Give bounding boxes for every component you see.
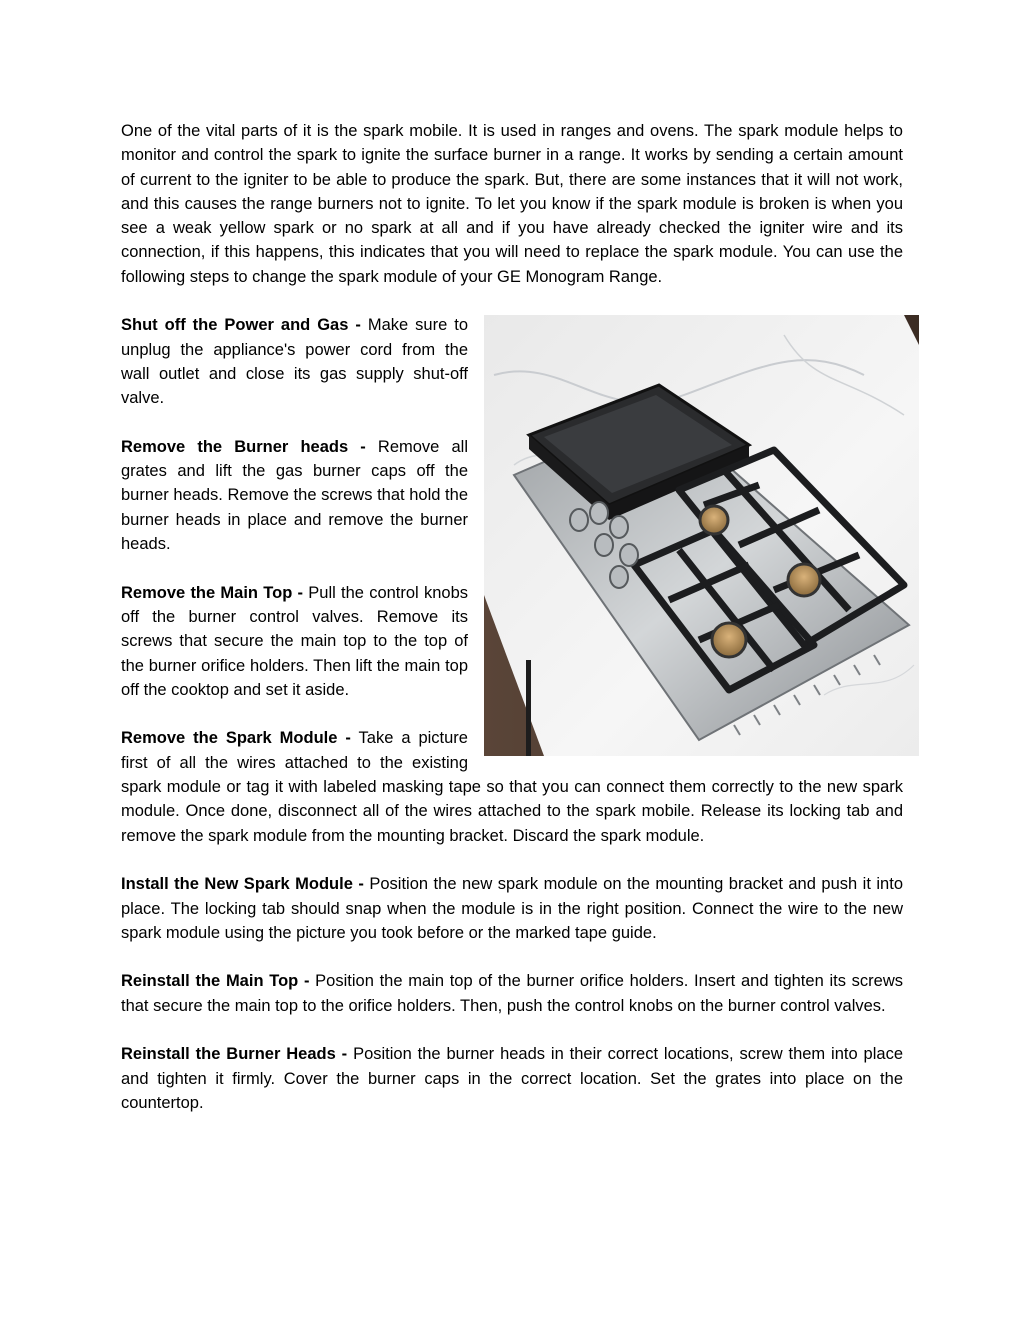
step-6-body: Position the main top of the burner orifice holders. Insert and tighten its screws that secure the main top to the orifice holders. Then, push the control knobs on the burner control valves. [121,972,903,1015]
step-1-title: Shut off the Power and Gas - [121,316,361,335]
step-3-body: Pull the control knobs off the burner control valves. Remove its screws that secure the main top to the top of the burner orifice holders. Then lift the main top off the cooktop and set it aside. [121,583,468,699]
article-body [121,119,903,1139]
step-6-title: Reinstall the Main Top - [121,972,310,991]
step-5-title: Install the New Spark Module - [121,875,364,894]
cooktop-illustration [484,315,919,756]
step-5-body: Position the new spark module on the mounting bracket and push it into place. The locking tab should snap when the module is in the right position. Connect the wire to the new spark module using the picture you took before or the marked tape guide. [121,875,903,942]
step-5 [121,872,903,945]
step-4-title: Remove the Spark Module - [121,729,351,748]
step-2-title: Remove the Burner heads - [121,437,366,456]
step-7 [121,1042,903,1115]
step-6 [121,969,903,1018]
step-2-body: Remove all grates and lift the gas burner caps off the burner heads. Remove the screws that hold the burner heads in place and remove the burner heads. [121,437,468,554]
step-7-title: Reinstall the Burner Heads - [121,1045,348,1064]
intro-paragraph: One of the vital parts of it is the spark mobile. It is used in ranges and ovens. The spark module helps to monitor and control the spark to ignite the surface burner in a range. It works by sending a certain amount of current to the igniter to be able to produce the spark. But, there are some instances that it will not work, and this causes the range burners not to ignite. To let you know if the spark module is broken is when you see a weak yellow spark or no spark at all and if you have already checked the igniter wire and its connection, if this happens, this indicates that you will need to replace the spark module. You can use the following steps to change the spark module of your GE Monogram Range. [121,122,903,286]
step-7-body: Position the burner heads in their correct locations, screw them into place and tighten it firmly. Cover the burner caps in the correct location. Set the grates into place on the countertop. [121,1045,903,1112]
cooktop-photo [484,315,919,756]
step-4-body: Take a picture first of all the wires attached to the existing spark module or tag it with labeled masking tape so that you can connect them correctly to the new spark module. Once done, disconnect all of the wires attached to the spark mobile. Release its locking tab and remove the spark module from the mounting bracket. Discard the spark module. [121,729,903,845]
step-1-body: Make sure to unplug the appliance's power cord from the wall outlet and close its gas supply shut-off valve. [121,316,468,408]
step-3-title: Remove the Main Top - [121,583,304,602]
